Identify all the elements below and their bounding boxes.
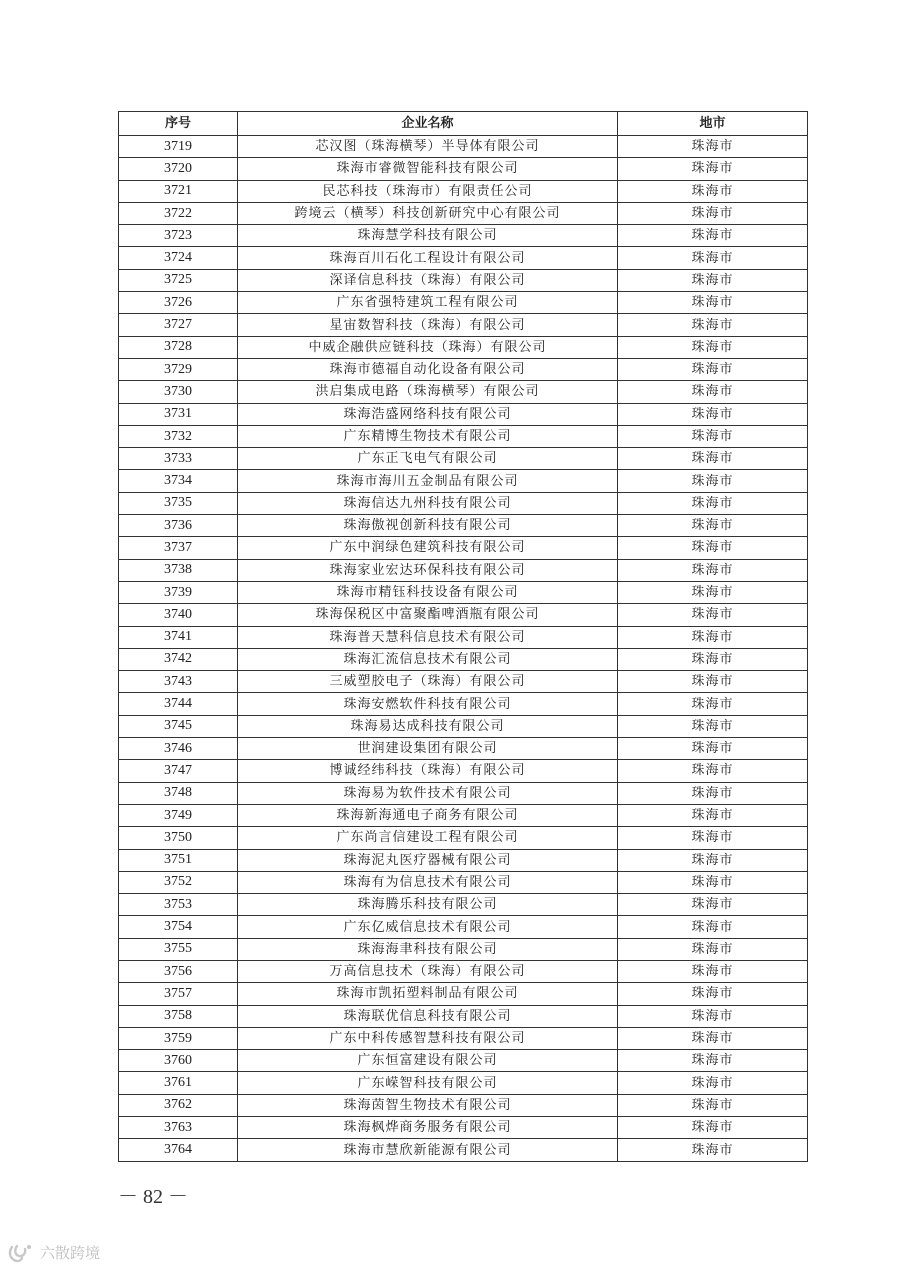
company-table: [118, 111, 808, 1162]
table-row: [119, 760, 808, 782]
cell-company-name: 珠海易为软件技术有限公司: [238, 782, 618, 804]
table-row: [119, 1139, 808, 1161]
table-row: [119, 804, 808, 826]
cell-company-name: 珠海市慧欣新能源有限公司: [238, 1139, 618, 1161]
cell-city: 珠海市: [618, 515, 808, 537]
cell-company-name: 世润建设集团有限公司: [238, 738, 618, 760]
cell-company-name: 跨境云（横琴）科技创新研究中心有限公司: [238, 202, 618, 224]
table-row: [119, 381, 808, 403]
table-row: [119, 693, 808, 715]
cell-company-name: 万高信息技术（珠海）有限公司: [238, 960, 618, 982]
cell-city: 珠海市: [618, 448, 808, 470]
cell-city: 珠海市: [618, 804, 808, 826]
table-row: [119, 782, 808, 804]
cell-company-name: 广东精博生物技术有限公司: [238, 425, 618, 447]
cell-company-name: 广东尚言信建设工程有限公司: [238, 827, 618, 849]
table-row: [119, 671, 808, 693]
cell-no: 3747: [119, 760, 238, 782]
cell-no: 3733: [119, 448, 238, 470]
cell-no: 3731: [119, 403, 238, 425]
cell-company-name: 珠海安燃软件科技有限公司: [238, 693, 618, 715]
cell-no: 3741: [119, 626, 238, 648]
cell-city: 珠海市: [618, 782, 808, 804]
cell-company-name: 广东中润绿色建筑科技有限公司: [238, 537, 618, 559]
cell-no: 3751: [119, 849, 238, 871]
cell-city: 珠海市: [618, 1027, 808, 1049]
cell-no: 3748: [119, 782, 238, 804]
cell-company-name: 星宙数智科技（珠海）有限公司: [238, 314, 618, 336]
cell-city: 珠海市: [618, 894, 808, 916]
table-row: [119, 1027, 808, 1049]
cell-no: 3729: [119, 358, 238, 380]
cell-company-name: 珠海有为信息技术有限公司: [238, 871, 618, 893]
cell-no: 3723: [119, 225, 238, 247]
table-row: [119, 559, 808, 581]
cell-city: 珠海市: [618, 916, 808, 938]
cell-no: 3728: [119, 336, 238, 358]
cell-no: 3727: [119, 314, 238, 336]
cell-city: 珠海市: [618, 960, 808, 982]
cell-city: 珠海市: [618, 938, 808, 960]
cell-company-name: 珠海联优信息科技有限公司: [238, 1005, 618, 1027]
cell-no: 3760: [119, 1050, 238, 1072]
cell-no: 3754: [119, 916, 238, 938]
cell-no: 3764: [119, 1139, 238, 1161]
cell-city: 珠海市: [618, 983, 808, 1005]
cell-company-name: 三威塑胶电子（珠海）有限公司: [238, 671, 618, 693]
cell-company-name: 珠海市海川五金制品有限公司: [238, 470, 618, 492]
table-row: [119, 292, 808, 314]
cell-company-name: 博诚经纬科技（珠海）有限公司: [238, 760, 618, 782]
table-body: [119, 136, 808, 1162]
cell-city: 珠海市: [618, 1072, 808, 1094]
cell-city: 珠海市: [618, 559, 808, 581]
cell-company-name: 珠海泥丸医疗器械有限公司: [238, 849, 618, 871]
table-row: [119, 448, 808, 470]
cell-company-name: 珠海市德福自动化设备有限公司: [238, 358, 618, 380]
cell-city: 珠海市: [618, 202, 808, 224]
cell-city: 珠海市: [618, 1094, 808, 1116]
cell-company-name: 广东恒富建设有限公司: [238, 1050, 618, 1072]
cell-no: 3755: [119, 938, 238, 960]
brand-logo-icon: [8, 1243, 34, 1263]
cell-no: 3758: [119, 1005, 238, 1027]
table-row: [119, 960, 808, 982]
cell-city: 珠海市: [618, 403, 808, 425]
table-row: [119, 849, 808, 871]
cell-company-name: 珠海普天慧科信息技术有限公司: [238, 626, 618, 648]
cell-no: 3752: [119, 871, 238, 893]
cell-city: 珠海市: [618, 581, 808, 603]
table-row: [119, 894, 808, 916]
cell-no: 3749: [119, 804, 238, 826]
table-row: [119, 983, 808, 1005]
table-row: [119, 916, 808, 938]
cell-company-name: 珠海新海通电子商务有限公司: [238, 804, 618, 826]
cell-no: 3724: [119, 247, 238, 269]
cell-no: 3719: [119, 136, 238, 158]
cell-company-name: 珠海家业宏达环保科技有限公司: [238, 559, 618, 581]
cell-city: 珠海市: [618, 269, 808, 291]
cell-no: 3753: [119, 894, 238, 916]
header-no: 序号: [119, 112, 238, 136]
table-row: [119, 715, 808, 737]
cell-company-name: 珠海市凯拓塑料制品有限公司: [238, 983, 618, 1005]
table-row: [119, 604, 808, 626]
table-row: [119, 314, 808, 336]
watermark-text: 六散跨境: [40, 1244, 101, 1262]
cell-no: 3739: [119, 581, 238, 603]
cell-company-name: 珠海市睿微智能科技有限公司: [238, 158, 618, 180]
cell-no: 3721: [119, 180, 238, 202]
table-row: [119, 202, 808, 224]
table-row: [119, 1050, 808, 1072]
cell-no: 3737: [119, 537, 238, 559]
cell-company-name: 珠海慧学科技有限公司: [238, 225, 618, 247]
table-row: [119, 537, 808, 559]
cell-company-name: 珠海保税区中富聚酯啤酒瓶有限公司: [238, 604, 618, 626]
cell-company-name: 珠海信达九州科技有限公司: [238, 492, 618, 514]
cell-no: 3750: [119, 827, 238, 849]
cell-city: 珠海市: [618, 247, 808, 269]
cell-city: 珠海市: [618, 470, 808, 492]
table-row: [119, 1117, 808, 1139]
cell-no: 3746: [119, 738, 238, 760]
cell-city: 珠海市: [618, 136, 808, 158]
cell-no: 3742: [119, 648, 238, 670]
cell-no: 3738: [119, 559, 238, 581]
cell-company-name: 珠海汇流信息技术有限公司: [238, 648, 618, 670]
table-row: [119, 1005, 808, 1027]
cell-company-name: 珠海易达成科技有限公司: [238, 715, 618, 737]
cell-no: 3732: [119, 425, 238, 447]
cell-company-name: 珠海茵智生物技术有限公司: [238, 1094, 618, 1116]
cell-city: 珠海市: [618, 1005, 808, 1027]
cell-city: 珠海市: [618, 180, 808, 202]
header-city: 地市: [618, 112, 808, 136]
table-row: [119, 827, 808, 849]
cell-city: 珠海市: [618, 292, 808, 314]
watermark: [8, 1242, 100, 1263]
cell-company-name: 珠海傲视创新科技有限公司: [238, 515, 618, 537]
cell-city: 珠海市: [618, 336, 808, 358]
table-row: [119, 247, 808, 269]
table-row: [119, 515, 808, 537]
table-row: [119, 1094, 808, 1116]
cell-city: 珠海市: [618, 648, 808, 670]
table-row: [119, 403, 808, 425]
table-row: [119, 336, 808, 358]
cell-company-name: 广东省强特建筑工程有限公司: [238, 292, 618, 314]
cell-company-name: 珠海浩盛网络科技有限公司: [238, 403, 618, 425]
cell-no: 3761: [119, 1072, 238, 1094]
cell-city: 珠海市: [618, 1117, 808, 1139]
cell-city: 珠海市: [618, 381, 808, 403]
table-row: [119, 225, 808, 247]
cell-no: 3745: [119, 715, 238, 737]
cell-no: 3759: [119, 1027, 238, 1049]
table-header-row: [119, 112, 808, 136]
cell-city: 珠海市: [618, 715, 808, 737]
cell-city: 珠海市: [618, 537, 808, 559]
cell-city: 珠海市: [618, 1139, 808, 1161]
table-row: [119, 180, 808, 202]
cell-company-name: 广东亿威信息技术有限公司: [238, 916, 618, 938]
cell-no: 3757: [119, 983, 238, 1005]
table-row: [119, 492, 808, 514]
cell-city: 珠海市: [618, 626, 808, 648]
page-number: － 82 －: [118, 1186, 188, 1208]
table-row: [119, 425, 808, 447]
cell-company-name: 珠海百川石化工程设计有限公司: [238, 247, 618, 269]
header-name: 企业名称: [238, 112, 618, 136]
cell-city: 珠海市: [618, 738, 808, 760]
table-row: [119, 269, 808, 291]
cell-no: 3734: [119, 470, 238, 492]
cell-no: 3736: [119, 515, 238, 537]
cell-no: 3730: [119, 381, 238, 403]
cell-no: 3735: [119, 492, 238, 514]
cell-company-name: 广东中科传感智慧科技有限公司: [238, 1027, 618, 1049]
cell-city: 珠海市: [618, 760, 808, 782]
cell-no: 3740: [119, 604, 238, 626]
cell-company-name: 珠海腾乐科技有限公司: [238, 894, 618, 916]
cell-company-name: 洪启集成电路（珠海横琴）有限公司: [238, 381, 618, 403]
cell-city: 珠海市: [618, 492, 808, 514]
cell-city: 珠海市: [618, 1050, 808, 1072]
cell-company-name: 民芯科技（珠海市）有限责任公司: [238, 180, 618, 202]
cell-no: 3722: [119, 202, 238, 224]
table-row: [119, 938, 808, 960]
cell-company-name: 广东正飞电气有限公司: [238, 448, 618, 470]
table-row: [119, 738, 808, 760]
cell-city: 珠海市: [618, 314, 808, 336]
cell-city: 珠海市: [618, 827, 808, 849]
cell-city: 珠海市: [618, 425, 808, 447]
table-row: [119, 136, 808, 158]
cell-city: 珠海市: [618, 225, 808, 247]
cell-city: 珠海市: [618, 158, 808, 180]
cell-no: 3743: [119, 671, 238, 693]
cell-no: 3725: [119, 269, 238, 291]
cell-no: 3756: [119, 960, 238, 982]
cell-company-name: 广东嵘智科技有限公司: [238, 1072, 618, 1094]
table-row: [119, 581, 808, 603]
cell-no: 3762: [119, 1094, 238, 1116]
table-row: [119, 626, 808, 648]
table-row: [119, 158, 808, 180]
cell-no: 3726: [119, 292, 238, 314]
cell-no: 3763: [119, 1117, 238, 1139]
cell-company-name: 珠海市精钰科技设备有限公司: [238, 581, 618, 603]
cell-city: 珠海市: [618, 849, 808, 871]
table-row: [119, 871, 808, 893]
cell-company-name: 珠海海聿科技有限公司: [238, 938, 618, 960]
cell-no: 3744: [119, 693, 238, 715]
table-row: [119, 648, 808, 670]
table-row: [119, 1072, 808, 1094]
cell-no: 3720: [119, 158, 238, 180]
cell-city: 珠海市: [618, 604, 808, 626]
cell-company-name: 珠海枫烨商务服务有限公司: [238, 1117, 618, 1139]
cell-city: 珠海市: [618, 871, 808, 893]
table-row: [119, 358, 808, 380]
cell-city: 珠海市: [618, 693, 808, 715]
cell-company-name: 芯汉图（珠海横琴）半导体有限公司: [238, 136, 618, 158]
cell-company-name: 中威企融供应链科技（珠海）有限公司: [238, 336, 618, 358]
cell-city: 珠海市: [618, 671, 808, 693]
cell-company-name: 深译信息科技（珠海）有限公司: [238, 269, 618, 291]
cell-city: 珠海市: [618, 358, 808, 380]
table-row: [119, 470, 808, 492]
